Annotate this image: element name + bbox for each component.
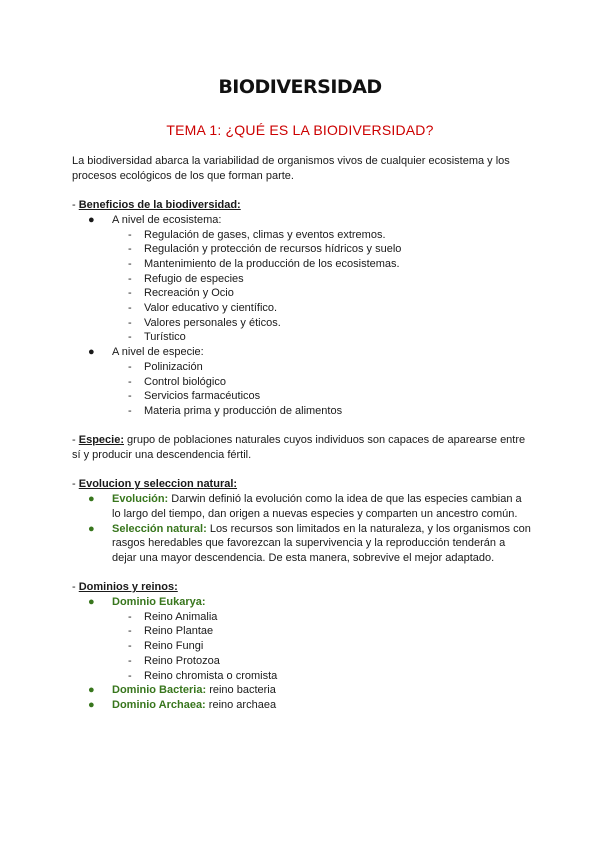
list-item: - Regulación de gases, climas y eventos extremos. — [128, 228, 386, 241]
list-item: - Reino Plantae — [128, 625, 214, 638]
list-item: ● Dominio Bacteria: reino bacteria — [88, 684, 276, 697]
beneficios-list — [72, 213, 532, 228]
document-body — [72, 154, 532, 713]
section-subtitle: TEMA 1: ¿QUÉ ES LA BIODIVERSIDAD? — [166, 122, 434, 138]
dominios-list — [72, 595, 532, 610]
list-item: ● A nivel de especie: — [88, 346, 204, 359]
reinos-sublist — [72, 610, 532, 684]
list-item: - Reino Animalia — [128, 610, 218, 623]
list-item: - Mantenimiento de la producción de los ecosistemas. — [128, 257, 400, 270]
list-item: - Turístico — [128, 331, 186, 344]
list-item: ● Selección natural: Los recursos son limitados en la naturaleza, y los organismos con rasgos heredables que favorezcan la supervivencia y la reproducción tenderán a dejar una mayor descendencia. De esta manera, sobrevive el mejor adaptado. — [88, 522, 531, 564]
especie-definition: - Especie: grupo de poblaciones naturales cuyos individuos son capaces de aparearse entre sí y producir una descendencia fértil. — [72, 434, 526, 462]
bullet-icon: ● — [88, 596, 95, 609]
bullet-icon: ● — [88, 698, 95, 711]
intro-paragraph: La biodiversidad abarca la variabilidad de organismos vivos de cualquier ecosistema y los procesos ecológicos de los que forman parte. — [72, 155, 510, 182]
beneficios-heading: - Beneficios de la biodiversidad: — [72, 199, 241, 212]
list-item: - Valor educativo y científico. — [128, 302, 278, 315]
evolucion-list — [72, 492, 532, 566]
list-item: - Reino Protozoa — [128, 654, 220, 667]
list-item: - Valores personales y éticos. — [128, 316, 281, 329]
list-item: - Control biológico — [128, 375, 226, 388]
evolucion-heading: - Evolucion y seleccion natural: — [72, 478, 238, 491]
list-item: - Polinización — [128, 360, 203, 373]
list-item: - Reino chromista o cromista — [128, 669, 278, 682]
list-item: ● Dominio Archaea: reino archaea — [88, 698, 277, 711]
document-title: BIODIVERSIDAD — [218, 76, 382, 98]
list-item: - Refugio de especies — [128, 272, 244, 285]
dominios-heading: - Dominios y reinos: — [72, 581, 178, 594]
bullet-icon: ● — [88, 346, 95, 359]
bullet-icon: ● — [88, 684, 95, 697]
bullet-icon: ● — [88, 493, 95, 506]
list-item: - Materia prima y producción de alimentos — [128, 404, 343, 417]
bullet-icon: ● — [88, 522, 95, 535]
especie-sublist — [72, 360, 532, 419]
ecosistema-sublist — [72, 228, 532, 346]
list-item: - Reino Fungi — [128, 640, 204, 653]
list-item: - Regulación y protección de recursos hídricos y suelo — [128, 243, 402, 256]
list-item: ● Evolución: Darwin definió la evolución como la idea de que las especies cambian a lo largo del tiempo, dan origen a nuevas especies y comparten un ancestro común. — [88, 493, 522, 520]
list-item: - Recreación y Ocio — [128, 287, 234, 300]
bullet-icon: ● — [88, 213, 95, 226]
list-item: ● A nivel de ecosistema: — [88, 213, 222, 226]
list-item: - Servicios farmacéuticos — [128, 390, 261, 403]
list-item: ● Dominio Eukarya: — [88, 596, 206, 609]
